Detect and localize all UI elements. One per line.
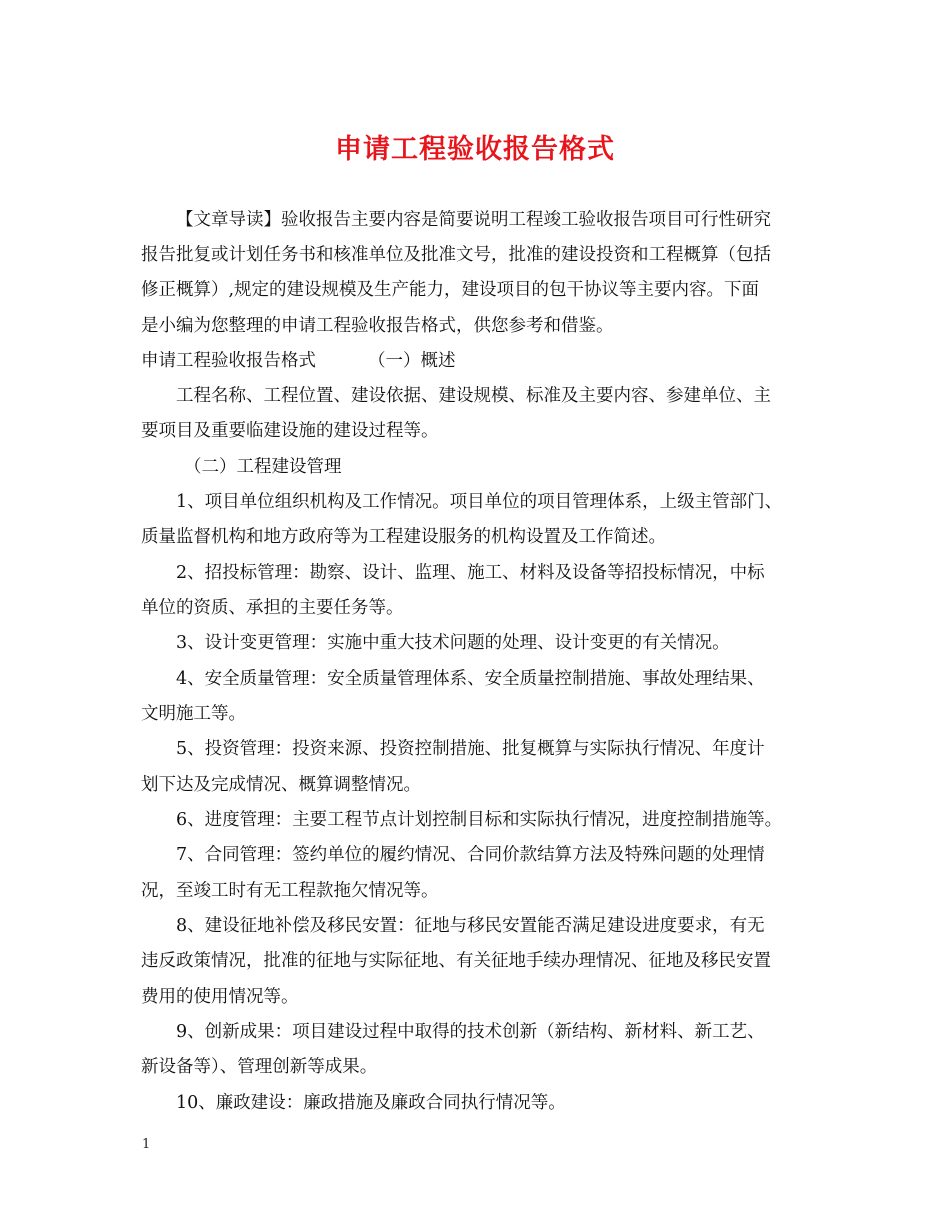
paragraph-line: 【文章导读】验收报告主要内容是简要说明工程竣工验收报告项目可行性研究 <box>176 210 771 230</box>
section-heading-line <box>141 349 456 373</box>
paragraph-line: 5、投资管理：投资来源、投资控制措施、批复概算与实际执行情况、年度计 <box>176 739 765 759</box>
paragraph-line: 单位的资质、承担的主要任务等。 <box>141 598 404 618</box>
paragraph-line: 划下达及完成情况、概算调整情况。 <box>141 775 421 795</box>
paragraph-line: 6、进度管理：主要工程节点计划控制目标和实际执行情况，进度控制措施等。 <box>176 810 783 830</box>
paragraph-line: 报告批复或计划任务书和核准单位及批准文号，批准的建设投资和工程概算（包括 <box>141 245 771 265</box>
paragraph-line: 9、创新成果：项目建设过程中取得的技术创新（新结构、新材料、新工艺、 <box>176 1022 765 1042</box>
paragraph-line: 违反政策情况，批准的征地与实际征地、有关征地手续办理情况、征地及移民安置 <box>141 951 771 971</box>
paragraph-line: 是小编为您整理的申请工程验收报告格式，供您参考和借鉴。 <box>141 316 614 336</box>
paragraph-line: 1、项目单位组织机构及工作情况。项目单位的项目管理体系，上级主管部门、 <box>176 492 783 512</box>
section-heading-overview: （一）概述 <box>368 351 456 371</box>
paragraph-line: 4、安全质量管理：安全质量管理体系、安全质量控制措施、事故处理结果、 <box>176 669 765 689</box>
paragraph-line: 8、建设征地补偿及移民安置：征地与移民安置能否满足建设进度要求，有无 <box>176 916 765 936</box>
paragraph-line: 新设备等）、管理创新等成果。 <box>141 1057 378 1077</box>
paragraph-line: 要项目及重要临建设施的建设过程等。 <box>141 421 439 441</box>
section-heading-construction-management: （二）工程建设管理 <box>184 457 342 477</box>
page-number: 1 <box>142 1137 151 1152</box>
paragraph-line: 费用的使用情况等。 <box>141 987 299 1007</box>
paragraph-line: 文明施工等。 <box>141 704 246 724</box>
section-label: 申请工程验收报告格式 <box>141 351 316 371</box>
paragraph-line: 质量监督机构和地方政府等为工程建设服务的机构设置及工作简述。 <box>141 527 666 547</box>
paragraph-line: 修正概算）,规定的建设规模及生产能力，建设项目的包干协议等主要内容。下面 <box>141 280 760 300</box>
paragraph-line: 工程名称、工程位置、建设依据、建设规模、标准及主要内容、参建单位、主 <box>176 386 771 406</box>
paragraph-line: 3、设计变更管理：实施中重大技术问题的处理、设计变更的有关情况。 <box>176 633 730 653</box>
document-title: 申请工程验收报告格式 <box>335 134 615 165</box>
paragraph-line: 7、合同管理：签约单位的履约情况、合同价款结算方法及特殊问题的处理情 <box>176 845 765 865</box>
paragraph-line: 况，至竣工时有无工程款拖欠情况等。 <box>141 881 439 901</box>
paragraph-line: 10、廉政建设：廉政措施及廉政合同执行情况等。 <box>176 1093 566 1113</box>
paragraph-line: 2、招投标管理：勘察、设计、监理、施工、材料及设备等招投标情况，中标 <box>176 563 765 583</box>
